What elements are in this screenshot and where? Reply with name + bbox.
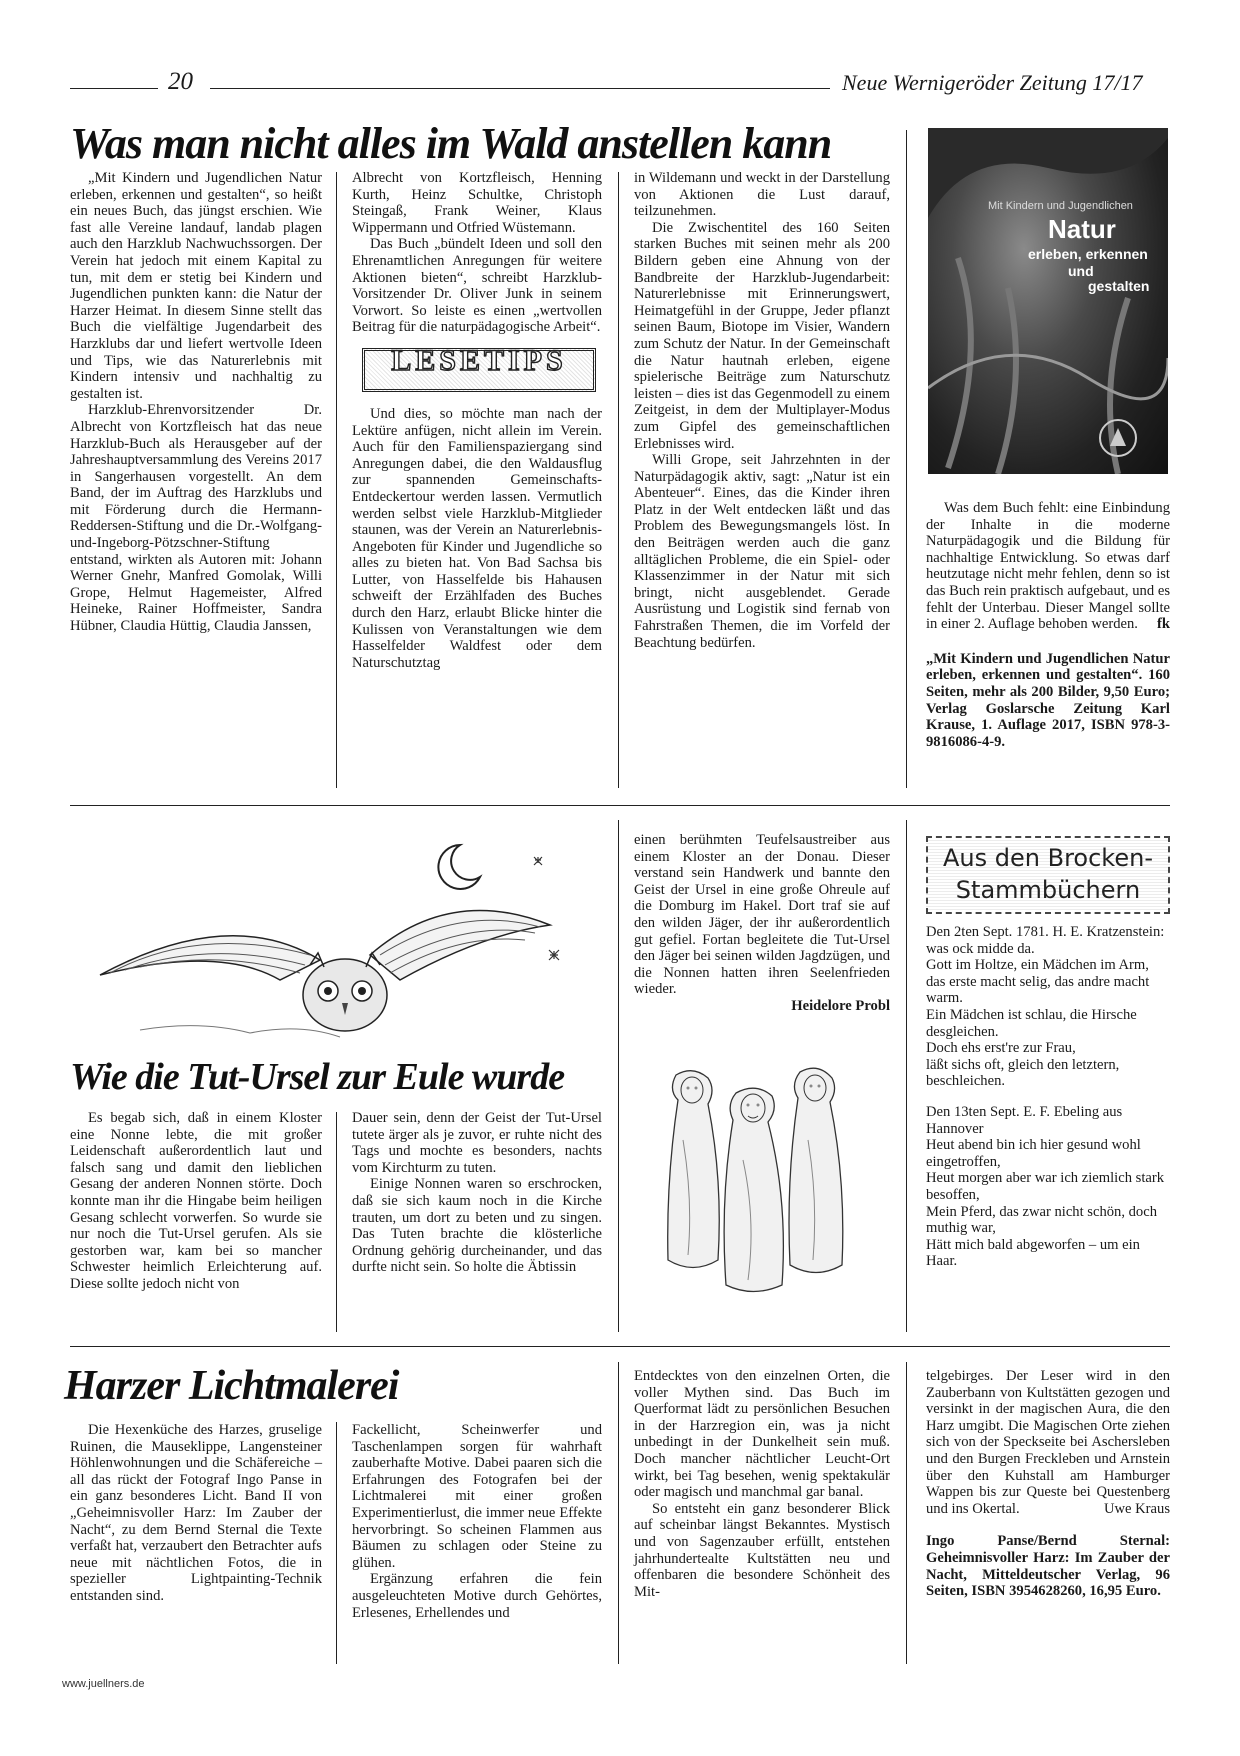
article-lichtmalerei-col2: [352, 1422, 602, 1621]
brocken-title-box: [926, 836, 1170, 914]
column-rule: [336, 172, 337, 788]
paragraph: Fackellicht, Scheinwerfer und Taschenlampen sorgen für wahrhaft zauberhafte Motive. Dabei paaren sich die Erfahrungen des Fotografen bei der Lichtmalerei mit einer großen Experimentierlust, die immer neue Effekte hervorbringt. So scheinen Flammen aus Bäumen zu schlagen oder Steine zu glühen.: [352, 1422, 602, 1571]
nuns-illustration: [648, 1060, 878, 1300]
page-number: 20: [168, 68, 193, 95]
cover-title: Natur: [1048, 214, 1116, 244]
paragraph: in Wildemann und weckt in der Darstellung von Aktionen die Lust darauf, teilzunehmen.: [634, 170, 890, 220]
article-wald-col2: [352, 170, 602, 671]
footer-url[interactable]: www.juellners.de: [62, 1678, 145, 1690]
paragraph: Die Zwischentitel des 160 Seiten starken Buches mit seinen mehr als 200 Bildern geben eine Ahnung von der Bandbreite der Harzklub-Jugendarbeit: Naturerlebnisse mit Erinnerungswert, Heimatgefühl in der Gruppe, Jeder pflanzt seinen Baum, Biotope im Visier, Wandern zum Schutz der Natur. In der Gemeinschaft die Natur hautnah erleben, eigene spielerische Beiträge zum Naturschutz leisten – dies ist das Gegenmodell zu einem Zeitgeist, in dem der Multiplayer-Modus zum Gipfel des gemeinschaftlichen Erlebnisses wird.: [634, 219, 890, 452]
poem-line: das erste macht selig, das andre macht warm.: [926, 973, 1150, 1007]
article-wald-col4: [926, 500, 1170, 750]
paragraph: Es begab sich, daß in einem Kloster eine Nonne lebte, die mit großer Leidenschaft außerordentlich laut und falsch sang und damit den lieblichen Gesang der anderen Nonnen störte. Doch konnte man ihr die Hingabe beim heiligen Gesang schlecht vorwerfen. So wurde sie nur noch die Tut-Ursel gerufen. Als sie gestorben war, kam bei so mancher Schwester heimlich Erleichterung auf. Diese sollte jedoch nicht von: [70, 1110, 322, 1292]
paragraph: [926, 1368, 1170, 1517]
column-rule: [618, 172, 619, 788]
column-rule: [336, 1422, 337, 1664]
book-info: „Mit Kindern und Jugendlichen Natur erleben, erkennen und gestalten“. 160 Seiten, mehr als 200 Bilder, 9,50 Euro; Verlag Goslarsche Zeitung Karl Krause, 1. Auflage 2017, ISBN 978-3-9816086-4-9.: [926, 650, 1170, 750]
paragraph: Entdecktes von den einzelnen Orten, die voller Mythen sind. Das Buch im Querformat lädt zu persönlichen Besuchen in der Harzregion ein, was ja nicht unbedingt in der Dunkelheit sein muß. Doch mancher nächtlicher Leucht-Ort wirkt, bei Tag besehen, wenig spektakulär oder magisch und manchmal gar banal.: [634, 1368, 890, 1501]
column-rule: [618, 820, 619, 1332]
book-cover-image: [928, 128, 1168, 474]
article-lichtmalerei-col3: [634, 1368, 890, 1600]
article-lichtmalerei-col1: [70, 1422, 322, 1605]
poem-line: Ein Mädchen ist schlau, die Hirsche desgleichen.: [926, 1006, 1137, 1040]
paragraph: Einige Nonnen waren so erschrocken, daß sie sich kaum noch in die Kirche trauten, um dort zu beten und zu singen. Das Tuten brachte die klösterliche Ordnung gehörig durcheinander, und das durfte nicht sein. So holte die Äbtissin: [352, 1176, 602, 1276]
header-rule-left: [70, 88, 158, 89]
author: Heidelore Probl: [791, 997, 890, 1014]
article-tut-ursel-headline: Wie die Tut-Ursel zur Eule wurde: [70, 1056, 565, 1098]
author-initials: fk: [1157, 616, 1170, 633]
paragraph: So entsteht ein ganz besonderer Blick auf scheinbar längst Bekanntes. Mystisch und von Sagenzauber erfüllt, entstehen jahrhundertealte Kultstätten neu und offenbaren die besondere Schönheit des Mit-: [634, 1500, 890, 1600]
article-lichtmalerei-col4: [926, 1368, 1170, 1600]
paragraph: Albrecht von Kortzfleisch, Henning Kurth, Heinz Schultke, Christoph Steingaß, Frank Weiner, Klaus Wippermann und Otfried Wüstemann.: [352, 170, 602, 236]
poem-line: Heut abend bin ich hier gesund wohl eingetroffen,: [926, 1137, 1141, 1170]
author: Uwe Kraus: [1103, 1500, 1170, 1517]
paragraph: Ergänzung erfahren die fein ausgeleuchteten Motive durch Gehörtes, Erlesenes, Erhellendes und: [352, 1571, 602, 1621]
lesetips-badge: [362, 343, 596, 392]
paragraph: Und dies, so möchte man nach der Lektüre anfügen, nicht allein im Verein. Auch für den Familienspaziergang sind Anregungen dabei, die den Waldausflug zur spannenden Gemeinschafts-Entdeckertour werden lassen. Vermutlich werden selbst viele Harzklub-Mitglieder staunen, was der Verein an Naturerlebnis-Angeboten für Kinder und Jugendliche so alles zu bieten hat. Von Bad Sachsa bis Lutter, von Hasselfelde bis Hahausen schweift der Erzählfaden des Buches durch den Harz, erlaubt Blicke hinter die Kulissen von Veranstaltungen wie dem Hasselfelder Waldfest oder dem Naturschutztag: [352, 405, 602, 671]
paragraph: Willi Grope, seit Jahrzehnten in der Naturpädagogik aktiv, sagt: „Natur ist ein Abenteuer“. Eines, das die Kinder ihren Platz in der Welt entdecken läßt und das Problem des Bewegungsmangels löst. In den Beiträgen werden auch die ganz alltäglichen Probleme, die ein Spiel- oder Klassenzimmer in der Natur mit sich bringt, nicht ausgeblendet. Gerade Ausrüstung und Logistik sind fernab von Fahrstraßen Themen, die im Vorfeld der Beachtung bedürfen.: [634, 452, 890, 651]
article-tut-ursel-col3: [634, 832, 890, 1015]
column-rule: [906, 130, 907, 788]
paragraph: Das Buch „bündelt Ideen und soll den Ehrenamtlichen Anregungen für weitere Aktionen bieten“, schreibt Harzklub-Vorsitzender Dr. Oliver Junk in seinem Vorwort. So leiste es einen „wertvollen Beitrag für die naturpädagogische Arbeit“.: [352, 236, 602, 336]
brocken-entries: [926, 924, 1170, 1270]
paragraph-text: Was dem Buch fehlt: eine Einbindung der Inhalte in die moderne Naturpädagogik und die Bildung für nachhaltige Entwicklung. So etwas darf heutzutage nicht mehr fehlen, denn so ist das Buch rein praktisch aufgebaut, und es fehlt der Unterbau. Dieser Mangel sollte in einer 2. Auflage behoben werden.: [926, 500, 1170, 633]
lesetips-label: LESETIPS: [391, 343, 567, 377]
forest-texture: [928, 128, 1168, 474]
section-rule: [70, 805, 1170, 806]
header-rule-mid: [210, 88, 830, 89]
column-rule: [618, 1362, 619, 1664]
cover-subtitle: Mit Kindern und Jugendlichen: [988, 200, 1133, 212]
brocken-title-line1: Aus den Brocken-: [943, 844, 1153, 872]
brocken-title-line2: Stammbüchern: [955, 876, 1141, 904]
article-tut-ursel-col2: [352, 1110, 602, 1276]
poem-line: Den 2ten Sept. 1781. H. E. Kratzenstein: was ock midde da.: [926, 924, 1165, 957]
article-wald-col1: [70, 170, 322, 635]
article-tut-ursel-col1: [70, 1110, 322, 1293]
cover-line2: erleben, erkennen: [1028, 246, 1148, 262]
article-wald-headline: Was man nicht alles im Wald anstellen kann: [70, 119, 832, 168]
paragraph: Dauer sein, denn der Geist der Tut-Ursel tutete ärger als je zuvor, er ruhte nicht des Tags und mochte es besonders, nachts vom Kirchturm zu tuten.: [352, 1110, 602, 1176]
poem-line: Hätt mich bald abgeworfen – um ein Haar.: [926, 1236, 1140, 1270]
paragraph: einen berühmten Teufelsaustreiber aus einem Kloster an der Donau. Dieser verstand sein Handwerk und bannte den Geist der Ursel in eine große Ohreule auf die Domburg im Hakel. Dort traf sie auf den wilden Jäger, der ihr außerordentlich gut gefiel. Fortan begleitete die Tut-Ursel den Jäger bei seinen wilden Jagdzügen, und die Nonnen hatten ihren Seelenfrieden wieder.: [634, 832, 890, 998]
paragraph: [926, 500, 1170, 633]
article-lichtmalerei-headline: Harzer Lichtmalerei: [64, 1363, 399, 1409]
poem-line: Doch ehs erst're zur Frau,: [926, 1040, 1076, 1057]
paragraph: „Mit Kindern und Jugendlichen Natur erleben, erkennen und gestalten“, so heißt ein neues Buch, das jüngst erschien. Wie fast alle Vereine landauf, landab plagen auch den Harzklub Nachwuchssorgen. Der Verein hat jedoch mit einem Kapital zu tun, mit dem er stetig bei Kindern und Jugendlichen punkten kann: die Natur der Harzer Heimat. In diesem Sinne stellt das Buch die vielfältige Jugendarbeit des Harzklubs dar und liefert wertvolle Ideen und Tips, wie das Naturerlebnis mit Kindern intensiv und nachhaltig zu gestalten ist.: [70, 170, 322, 402]
poem-line: Mein Pferd, das zwar nicht schön, doch muthig war,: [926, 1203, 1158, 1237]
paragraph: Die Hexenküche des Harzes, gruselige Ruinen, die Mauseklippe, Langensteiner Höhlenwohnungen und die Schäfereiche – all das rückt der Fotograf Ingo Panse in ein ganz besonderes Licht. Band II von „Geheimnisvoller Harz: Im Zauber der Nacht“, zu dem Bernd Sternal die Texte verfaßt hat, verzaubert den Betrachter aufs neue mit nächtlichen Fotos, die in spezieller Lightpainting-Technik entstanden sind.: [70, 1422, 322, 1604]
poem-line: Den 13ten Sept. E. F. Ebeling aus Hannover: [926, 1103, 1123, 1137]
book-info: Ingo Panse/Bernd Sternal: Geheimnisvoller Harz: Im Zauber der Nacht, Mitteldeutscher Verlag, 96 Seiten, ISBN 3954628260, 16,95 Euro.: [926, 1533, 1170, 1600]
cover-line4: gestalten: [1088, 278, 1150, 294]
poem-line: Heut morgen aber war ich ziemlich stark besoffen,: [926, 1170, 1165, 1203]
section-rule: [70, 1346, 1170, 1347]
paragraph-text: telgebirges. Der Leser wird in den Zauberbann von Kultstätten gezogen und versinkt in der magischen Aura, die den Harz umgibt. Die Magischen Orte ziehen sich von der Speckseite bei Aschersleben und den Burgen Freckleben und Arnstein über den Kuhstall am Hamburger Wappen bis zur Queste bei Questenberg und ins Okertal.: [926, 1368, 1170, 1517]
newspaper-name: Neue Wernigeröder Zeitung 17/17: [842, 70, 1143, 95]
column-rule: [906, 820, 907, 1332]
column-rule: [906, 1362, 907, 1664]
column-rule: [336, 1112, 337, 1332]
cover-line3: und: [1068, 263, 1094, 279]
owl-illustration: [80, 815, 620, 1045]
paragraph: Harzklub-Ehrenvorsitzender Dr. Albrecht von Kortzfleisch hat das neue Harzklub-Buch als Herausgeber auf der Jahreshauptversammlung des Vereins 2017 in Sangerhausen vorgestellt. An dem Band, der im Auftrag des Harzklubs und mit Förderung durch die Hermann-Reddersen-Stiftung und die Dr.-Wolfgang-und-Ingeborg-Pötzschner-Stiftung entstand, wirkten als Autoren mit: Johann Werner Gnehr, Manfred Gomolak, Willi Grope, Helmut Hagemeister, Alfred Heineke, Rainer Hoffmeister, Sandra Hübner, Claudia Hüttig, Claudia Janssen,: [70, 402, 322, 635]
poem-line: Gott im Holtze, ein Mädchen im Arm,: [926, 957, 1149, 974]
poem-line: läßt sichs oft, gleich den letztern, beschleichen.: [926, 1056, 1120, 1090]
article-wald-col3: [634, 170, 890, 651]
